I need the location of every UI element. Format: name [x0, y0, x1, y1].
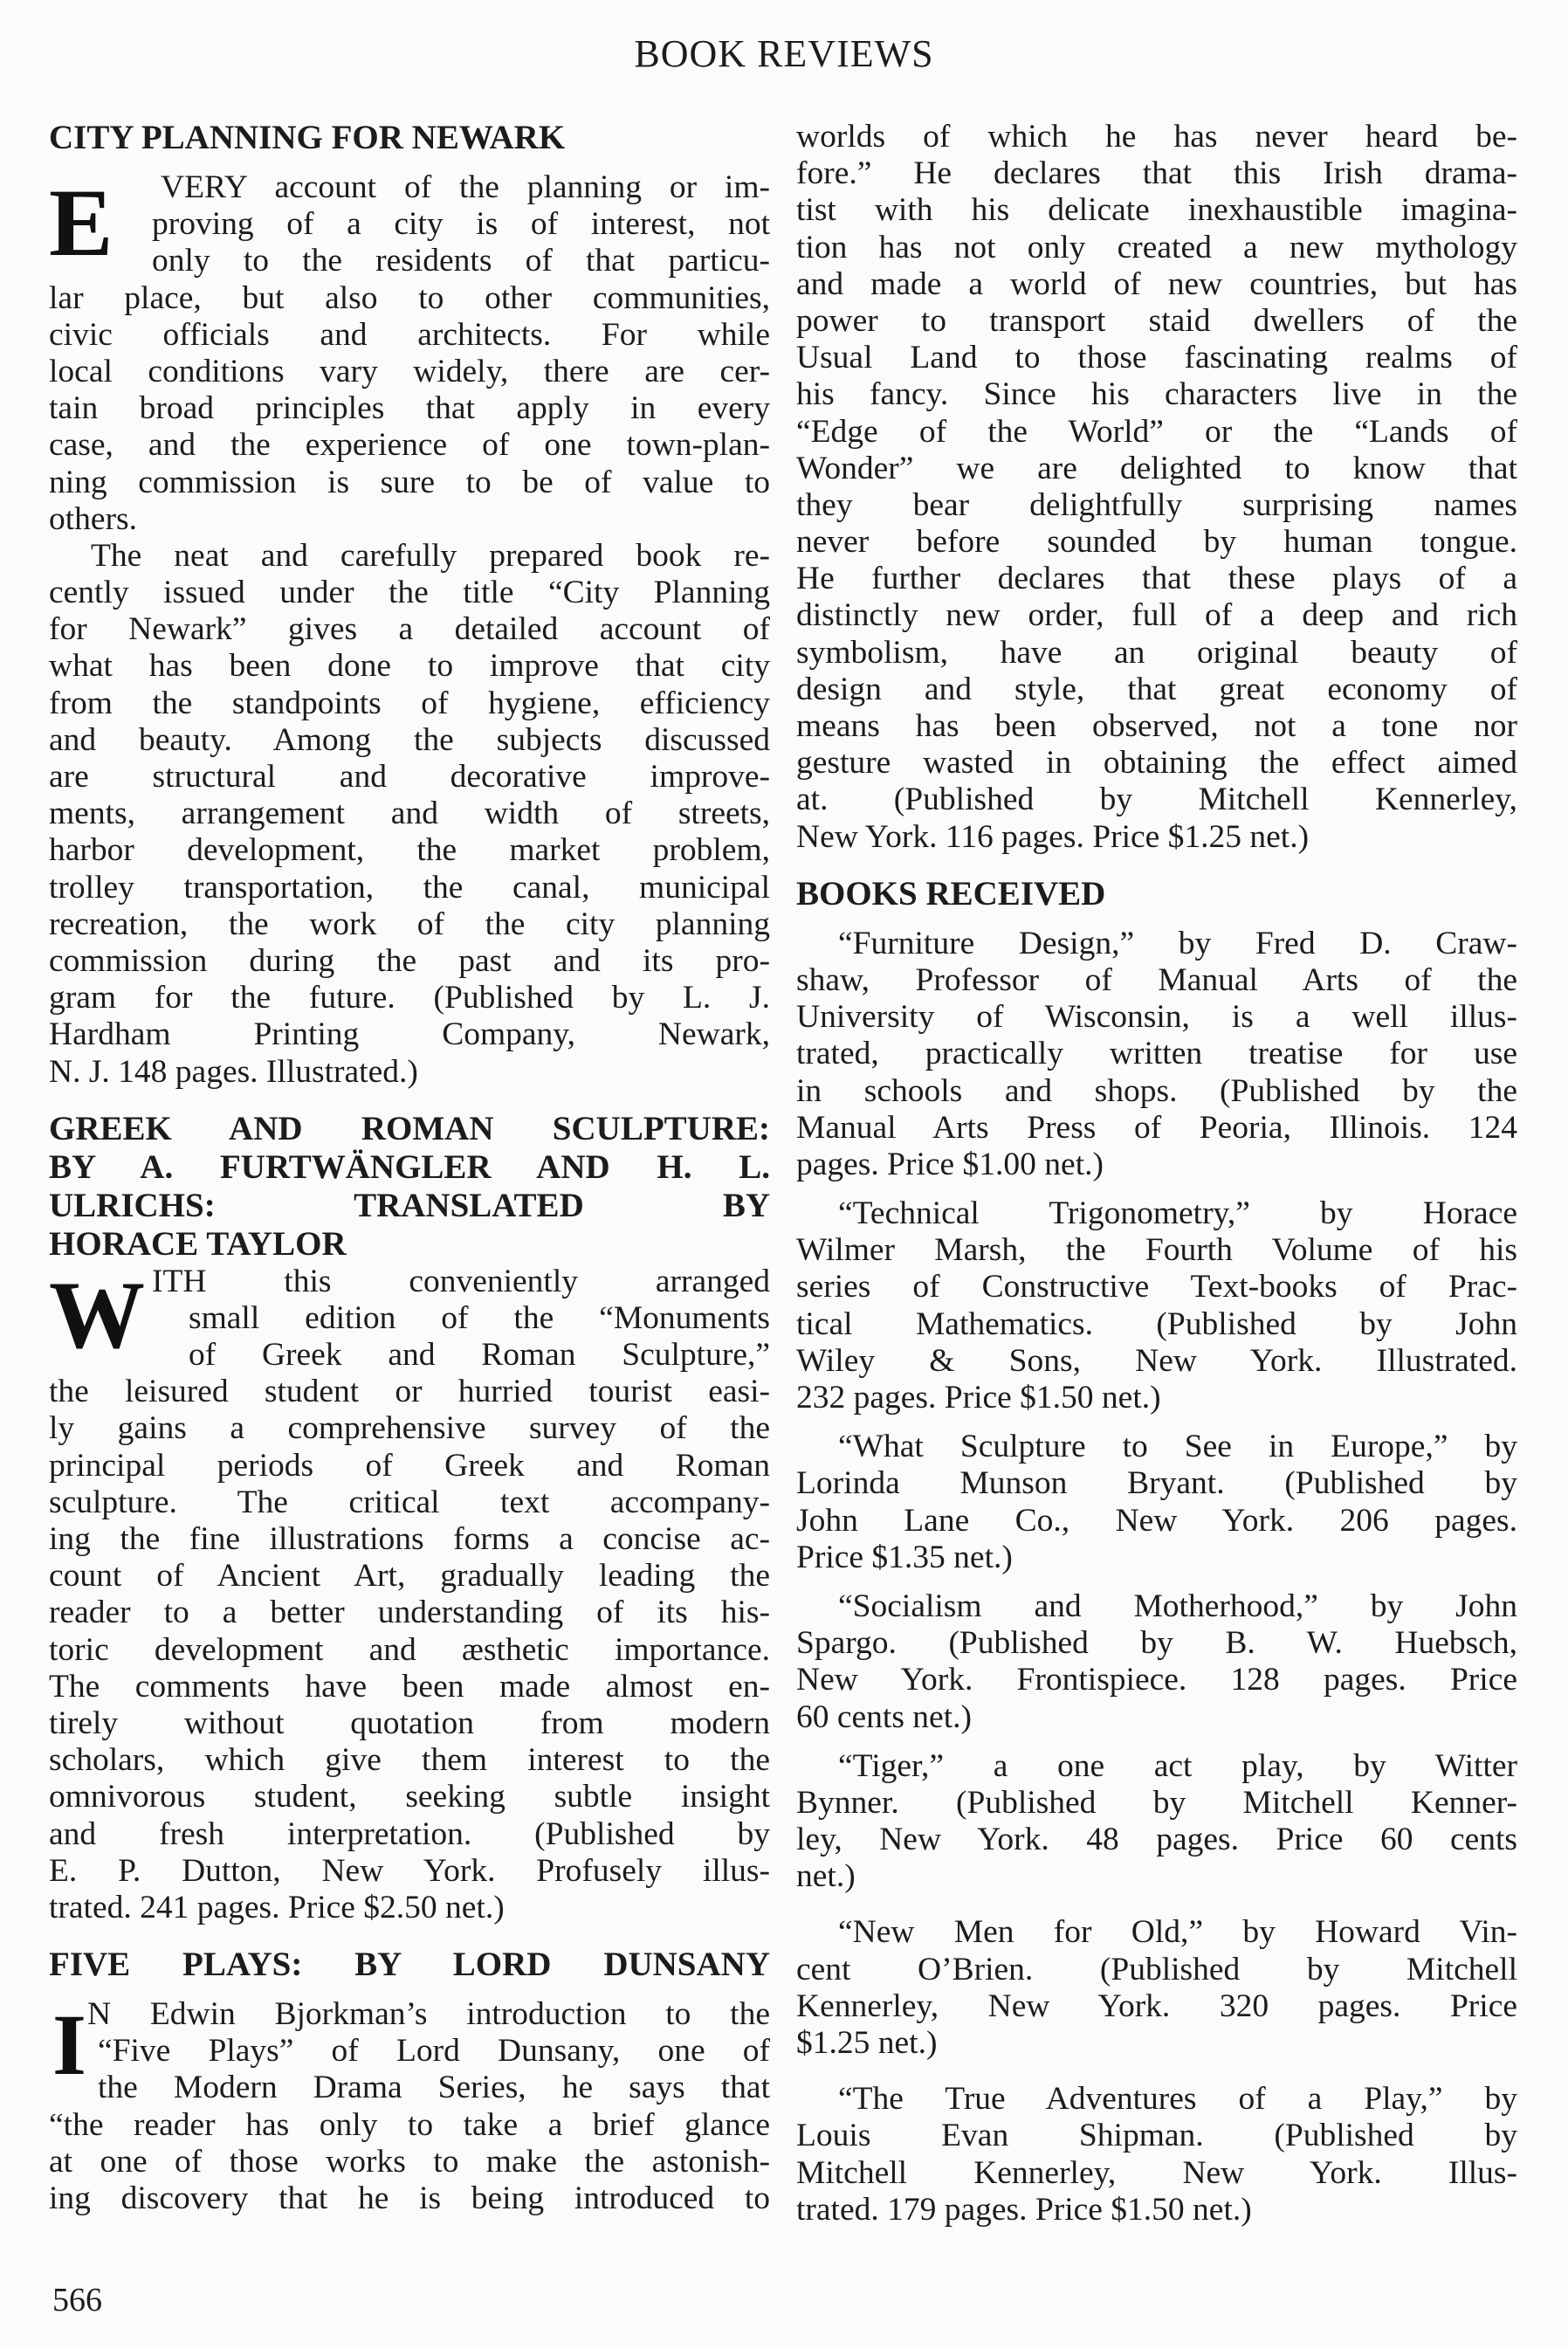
text-line: at one of those works to make the astonish- [49, 2143, 770, 2180]
text-line: series of Constructive Text-books of Prac- [796, 1269, 1517, 1305]
text-line: Lorinda Munson Bryant. (Published by [796, 1465, 1517, 1502]
text-line: ments, arrangement and width of streets, [49, 796, 770, 832]
text-line: ning commission is sure to be of value to [49, 464, 770, 500]
text-line: Manual Arts Press of Peoria, Illinois. 124 [796, 1109, 1517, 1146]
text-line: Mitchell Kennerley, New York. Illus- [796, 2154, 1517, 2191]
books-received [796, 875, 1517, 2228]
text-line: “Furniture Design,” by Fred D. Craw- [838, 925, 1517, 961]
text-line: of Greek and Roman Sculpture,” [189, 1337, 770, 1374]
text-line: Hardham Printing Company, Newark, [49, 1016, 770, 1053]
text-line: E. P. Dutton, New York. Profusely illus- [49, 1852, 770, 1889]
books-received-title: BOOKS RECEIVED [796, 874, 1106, 913]
text-line: commission during the past and its pro- [49, 942, 770, 979]
text-line: “The True Adventures of a Play,” by [838, 2081, 1517, 2118]
text-line: others. [49, 500, 138, 537]
text-line: pages. Price $1.00 net.) [796, 1146, 1104, 1182]
review-title-line: HORACE TAYLOR [49, 1224, 347, 1263]
book-entry [796, 1748, 1517, 1896]
text-line: what has been done to improve that city [49, 648, 770, 685]
text-line: “Technical Trigonometry,” by Horace [838, 1195, 1517, 1232]
text-line: tical Mathematics. (Published by John [796, 1305, 1517, 1342]
book-entry [796, 1195, 1517, 1416]
drop-cap: E [49, 169, 113, 276]
text-line: design and style, that great economy of [796, 671, 1517, 707]
page-header: BOOK REVIEWS [634, 32, 934, 75]
text-line: net.) [796, 1858, 856, 1895]
text-line: for Newark” gives a detailed account of [49, 611, 770, 648]
text-line: “New Men for Old,” by Howard Vin- [838, 1914, 1517, 1951]
text-line: Kennerley, New York. 320 pages. Price [796, 1987, 1517, 2024]
text-line: “Five Plays” of Lord Dunsany, one of [98, 2033, 770, 2070]
text-line: cent O’Brien. (Published by Mitchell [796, 1951, 1517, 1987]
text-line: his fancy. Since his characters live in the [796, 376, 1517, 413]
text-line: omnivorous student, seeking subtle insight [49, 1779, 770, 1815]
text-line: small edition of the “Monuments [189, 1299, 770, 1336]
text-line: and fresh interpretation. (Published by [49, 1815, 770, 1852]
text-line: reader to a better understanding of its his- [49, 1595, 770, 1631]
text-line: ly gains a comprehensive survey of the [49, 1410, 770, 1447]
text-line: “Tiger,” a one act play, by Witter [838, 1747, 1517, 1784]
text-line: VERY account of the planning or im- [161, 169, 770, 205]
text-line: N Edwin Bjorkman’s introduction to the [87, 1996, 770, 2033]
text-line: scholars, which give them interest to the [49, 1742, 770, 1779]
text-line: tion has not only created a new mythology [796, 229, 1517, 265]
text-line: and made a world of new countries, but has [796, 265, 1517, 302]
right-column [796, 119, 1517, 2228]
review-title-line: GREEK AND ROMAN SCULPTURE: [49, 1109, 770, 1147]
review-title: CITY PLANNING FOR NEWARK [49, 119, 566, 156]
text-line: only to the residents of that particu- [152, 243, 770, 279]
text-line: means has been observed, not a tone nor [796, 708, 1517, 744]
review-body [49, 169, 770, 1091]
text-line: “the reader has only to take a brief glance [49, 2106, 770, 2143]
text-line: Wonder” we are delighted to know that [796, 450, 1517, 486]
drop-cap: W [49, 1261, 145, 1368]
book-entry [796, 2081, 1517, 2228]
text-line: count of Ancient Art, gradually leading the [49, 1558, 770, 1595]
page-number: 566 [52, 2282, 102, 2318]
text-line: and beauty. Among the subjects discussed [49, 721, 770, 758]
text-line: “Edge of the World” or the “Lands of [796, 413, 1517, 450]
text-line: tist with his delicate inexhaustible imagina- [796, 192, 1517, 229]
review-city-planning [49, 119, 770, 1091]
text-line: fore.” He declares that this Irish drama- [796, 155, 1517, 192]
text-line: tirely without quotation from modern [49, 1705, 770, 1741]
text-line: never before sounded by human tongue. [796, 524, 1517, 561]
text-line: at. (Published by Mitchell Kennerley, [796, 782, 1517, 818]
text-line: cently issued under the title “City Planning [49, 575, 770, 611]
text-line: Spargo. (Published by B. W. Huebsch, [796, 1625, 1517, 1662]
text-line: John Lane Co., New York. 206 pages. [796, 1502, 1517, 1539]
text-line: 60 cents net.) [796, 1698, 972, 1735]
text-line: trated. 179 pages. Price $1.50 net.) [796, 2191, 1252, 2228]
review-title-line: BY A. FURTWÄNGLER AND H. L. [49, 1147, 770, 1186]
text-line: University of Wisconsin, is a well illus- [796, 999, 1517, 1036]
text-line: Wiley & Sons, New York. Illustrated. [796, 1342, 1517, 1379]
text-line: “Socialism and Motherhood,” by John [838, 1588, 1517, 1624]
text-line: lar place, but also to other communities, [49, 279, 770, 316]
text-line: sculpture. The critical text accompany- [49, 1484, 770, 1520]
text-line: harbor development, the market problem, [49, 832, 770, 869]
text-line: New York. 116 pages. Price $1.25 net.) [796, 818, 1310, 855]
text-line: distinctly new order, full of a deep and rich [796, 597, 1517, 634]
text-line: shaw, Professor of Manual Arts of the [796, 961, 1517, 998]
text-line: proving of a city is of interest, not [152, 206, 770, 243]
text-line: Usual Land to those fascinating realms of [796, 340, 1517, 376]
text-line: in schools and shops. (Published by the [796, 1072, 1517, 1109]
text-line: Wilmer Marsh, the Fourth Volume of his [796, 1232, 1517, 1269]
text-line: symbolism, have an original beauty of [796, 634, 1517, 671]
text-line: The neat and carefully prepared book re- [91, 537, 770, 574]
text-line: trated. 241 pages. Price $2.50 net.) [49, 1889, 505, 1925]
drop-cap: I [52, 1996, 86, 2094]
text-line: New York. Frontispiece. 128 pages. Price [796, 1662, 1517, 1698]
text-line: “What Sculpture to See in Europe,” by [838, 1429, 1517, 1465]
review-title-line: ULRICHS: TRANSLATED BY [49, 1186, 770, 1224]
text-line: ing the fine illustrations forms a concise ac- [49, 1521, 770, 1557]
text-line: from the standpoints of hygiene, efficiency [49, 685, 770, 721]
review-five-plays [49, 1946, 770, 2217]
text-line: ITH this conveniently arranged [152, 1263, 770, 1299]
text-line: gesture wasted in obtaining the effect aimed [796, 745, 1517, 782]
text-line: local conditions vary widely, there are cer- [49, 353, 770, 389]
review-body [49, 1996, 770, 2217]
text-line: $1.25 net.) [796, 2025, 938, 2061]
text-line: ley, New York. 48 pages. Price 60 cents [796, 1822, 1517, 1858]
text-line: case, and the experience of one town-plan- [49, 427, 770, 464]
text-line: The comments have been made almost en- [49, 1668, 770, 1705]
text-line: N. J. 148 pages. Illustrated.) [49, 1053, 418, 1090]
text-line: worlds of which he has never heard be- [796, 119, 1517, 155]
text-line: Bynner. (Published by Mitchell Kenner- [796, 1784, 1517, 1821]
book-entry [796, 926, 1517, 1183]
text-line: recreation, the work of the city planning [49, 906, 770, 942]
book-entry [796, 1914, 1517, 2062]
book-entry [796, 1588, 1517, 1736]
text-line: trolley transportation, the canal, municipal [49, 869, 770, 906]
review-title: FIVE PLAYS: BY LORD DUNSANY [49, 1946, 770, 1984]
text-line: the Modern Drama Series, he says that [98, 2070, 770, 2106]
text-line: civic officials and architects. For while [49, 316, 770, 353]
text-line: 232 pages. Price $1.50 net.) [796, 1380, 1161, 1416]
review-body [49, 1261, 770, 1926]
text-line: tain broad principles that apply in every [49, 390, 770, 427]
text-line: Price $1.35 net.) [796, 1539, 1013, 1575]
text-line: trated, practically written treatise for use [796, 1036, 1517, 1072]
text-line: He further declares that these plays of a [796, 561, 1517, 597]
text-line: are structural and decorative improve- [49, 759, 770, 795]
text-line: toric development and æsthetic importance. [49, 1631, 770, 1668]
left-column [49, 119, 770, 2217]
text-line: Louis Evan Shipman. (Published by [796, 2118, 1517, 2154]
review-five-plays-continued [796, 119, 1517, 856]
text-line: gram for the future. (Published by L. J. [49, 980, 770, 1016]
text-line: principal periods of Greek and Roman [49, 1447, 770, 1484]
text-line: they bear delightfully surprising names [796, 486, 1517, 523]
text-line: the leisured student or hurried tourist easi- [49, 1374, 770, 1410]
text-line: ing discovery that he is being introduced to [49, 2180, 770, 2216]
text-line: power to transport staid dwellers of the [796, 302, 1517, 339]
review-greek-roman-sculpture [49, 1110, 770, 1926]
book-entry [796, 1429, 1517, 1576]
